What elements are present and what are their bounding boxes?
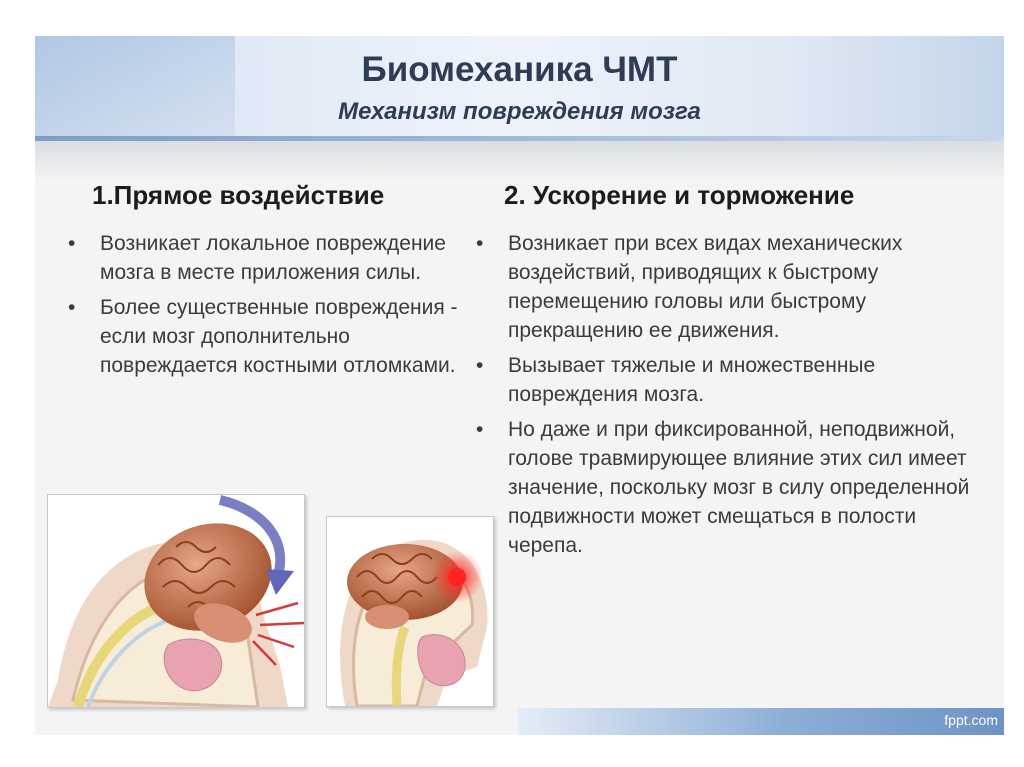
brain-contrecoup-figure <box>326 516 494 707</box>
header-shadow <box>35 141 1004 181</box>
list-item: • Более существенные повреждения - если мозг дополнительно повреждается костными отломками. <box>64 293 484 380</box>
left-column-heading: 1.Прямое воздействие <box>92 180 385 210</box>
footer-bar <box>518 708 1004 735</box>
list-item: • Но даже и при фиксированной, неподвижной, голове травмирующее влияние этих сил имеет значение, поскольку мозг в силу определенной подвижности может смещаться в полости черепа. <box>472 415 992 560</box>
list-item: • Возникает локальное повреждение мозга в месте приложения силы. <box>64 229 484 287</box>
slide-subtitle: Механизм повреждения мозга <box>338 98 701 125</box>
brain-impact-illustration <box>48 495 304 707</box>
footer-brand: fppt.com <box>944 712 998 728</box>
brain-impact-figure <box>47 494 305 708</box>
list-item: • Возникает при всех видах механических воздействий, приводящих к быстрому перемещению головы или быстрому прекращению ее движения. <box>472 229 992 345</box>
right-column-heading: 2. Ускорение и торможение <box>504 180 855 210</box>
left-bullet-list <box>64 229 484 386</box>
right-bullet-list <box>472 229 992 566</box>
slide-title: Биомеханика ЧМТ <box>361 50 678 89</box>
brain-contrecoup-illustration <box>327 517 493 706</box>
list-item: • Вызывает тяжелые и множественные повреждения мозга. <box>472 351 992 409</box>
title-header <box>35 36 1004 140</box>
slide <box>35 36 1004 735</box>
